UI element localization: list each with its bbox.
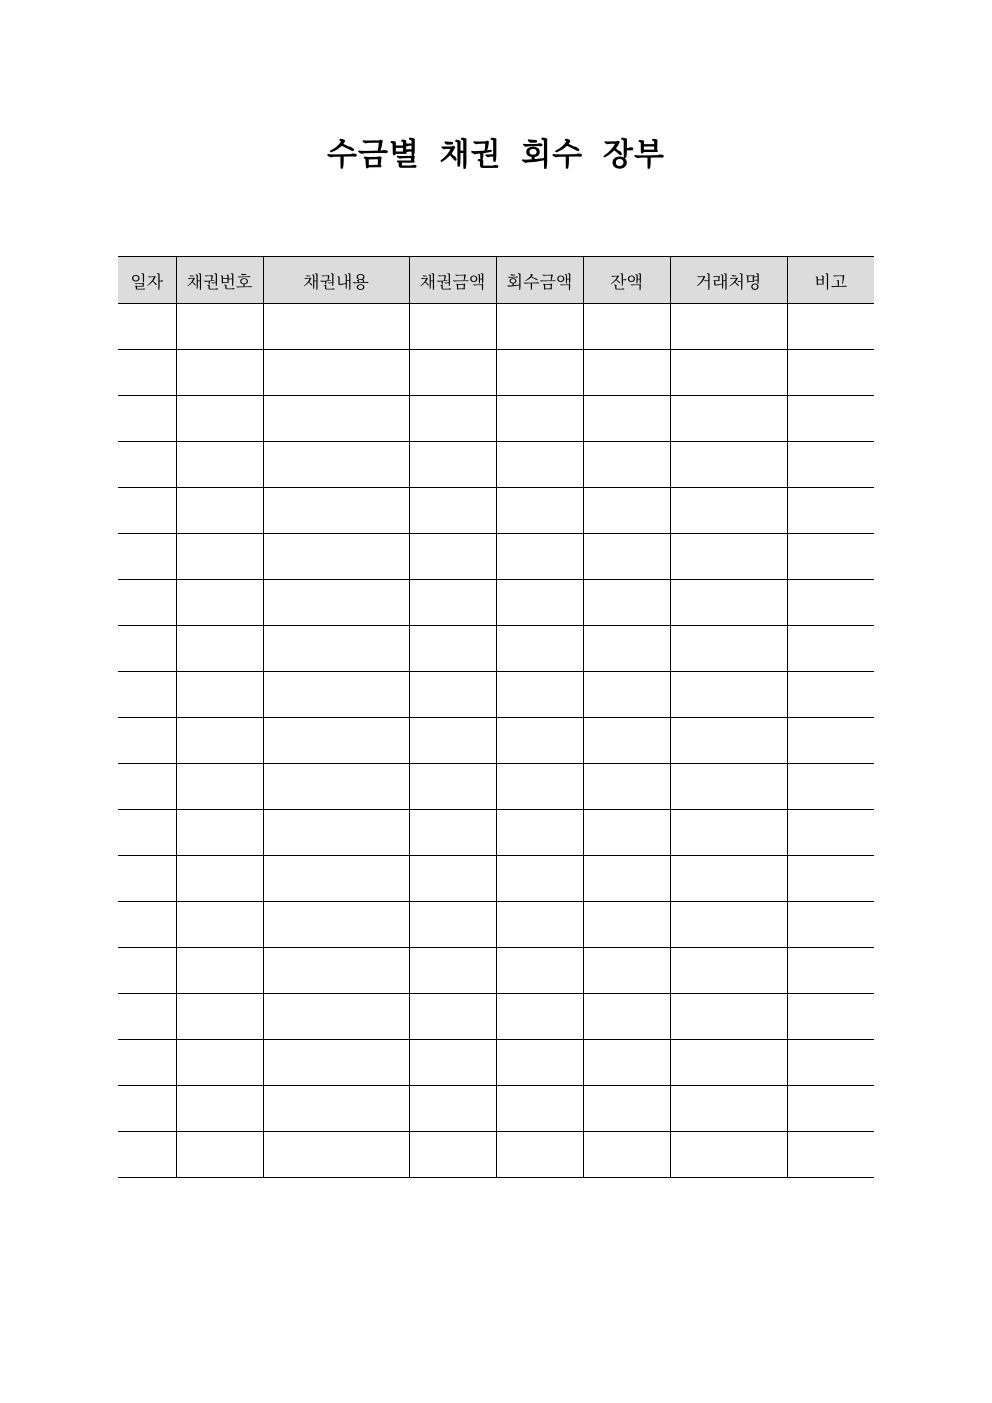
- cell-bond-amount: [409, 442, 496, 488]
- cell-remarks: [787, 626, 874, 672]
- cell-remarks: [787, 350, 874, 396]
- cell-client-name: [670, 442, 787, 488]
- cell-date: [118, 488, 176, 534]
- cell-remarks: [787, 1040, 874, 1086]
- table-row: [118, 718, 874, 764]
- header-remarks: 비고: [787, 257, 874, 304]
- cell-remarks: [787, 304, 874, 350]
- cell-balance: [583, 350, 670, 396]
- cell-bond-number: [176, 672, 263, 718]
- cell-date: [118, 442, 176, 488]
- cell-bond-number: [176, 442, 263, 488]
- cell-balance: [583, 534, 670, 580]
- cell-date: [118, 718, 176, 764]
- table-row: [118, 488, 874, 534]
- cell-bond-details: [263, 534, 409, 580]
- table-row: [118, 948, 874, 994]
- cell-bond-number: [176, 580, 263, 626]
- cell-balance: [583, 672, 670, 718]
- cell-client-name: [670, 856, 787, 902]
- cell-bond-number: [176, 488, 263, 534]
- cell-balance: [583, 304, 670, 350]
- cell-client-name: [670, 718, 787, 764]
- cell-balance: [583, 902, 670, 948]
- table-row: [118, 442, 874, 488]
- cell-bond-details: [263, 948, 409, 994]
- header-balance: 잔액: [583, 257, 670, 304]
- cell-bond-amount: [409, 396, 496, 442]
- cell-bond-amount: [409, 1040, 496, 1086]
- cell-client-name: [670, 626, 787, 672]
- cell-bond-details: [263, 810, 409, 856]
- cell-bond-number: [176, 948, 263, 994]
- cell-balance: [583, 442, 670, 488]
- cell-bond-number: [176, 764, 263, 810]
- cell-bond-number: [176, 810, 263, 856]
- cell-bond-number: [176, 856, 263, 902]
- collection-ledger-table: [118, 256, 874, 1178]
- cell-bond-amount: [409, 534, 496, 580]
- cell-remarks: [787, 718, 874, 764]
- cell-collected-amount: [496, 856, 583, 902]
- cell-client-name: [670, 810, 787, 856]
- cell-bond-number: [176, 1132, 263, 1178]
- cell-remarks: [787, 396, 874, 442]
- cell-bond-amount: [409, 994, 496, 1040]
- cell-remarks: [787, 1086, 874, 1132]
- cell-collected-amount: [496, 350, 583, 396]
- cell-bond-details: [263, 718, 409, 764]
- cell-bond-amount: [409, 810, 496, 856]
- table-header-row: [118, 257, 874, 304]
- cell-collected-amount: [496, 764, 583, 810]
- cell-date: [118, 1086, 176, 1132]
- cell-bond-details: [263, 580, 409, 626]
- cell-bond-number: [176, 304, 263, 350]
- cell-client-name: [670, 304, 787, 350]
- cell-bond-amount: [409, 1132, 496, 1178]
- table-row: [118, 626, 874, 672]
- cell-balance: [583, 626, 670, 672]
- cell-bond-details: [263, 626, 409, 672]
- cell-remarks: [787, 764, 874, 810]
- cell-bond-amount: [409, 672, 496, 718]
- header-bond-amount: 채권금액: [409, 257, 496, 304]
- cell-client-name: [670, 994, 787, 1040]
- cell-collected-amount: [496, 1086, 583, 1132]
- cell-date: [118, 994, 176, 1040]
- cell-remarks: [787, 994, 874, 1040]
- cell-remarks: [787, 534, 874, 580]
- cell-bond-number: [176, 626, 263, 672]
- cell-bond-number: [176, 350, 263, 396]
- cell-client-name: [670, 1040, 787, 1086]
- table-row: [118, 396, 874, 442]
- cell-bond-details: [263, 764, 409, 810]
- cell-date: [118, 626, 176, 672]
- cell-date: [118, 1132, 176, 1178]
- cell-collected-amount: [496, 442, 583, 488]
- cell-balance: [583, 718, 670, 764]
- cell-date: [118, 856, 176, 902]
- table-row: [118, 350, 874, 396]
- table-row: [118, 1086, 874, 1132]
- cell-balance: [583, 580, 670, 626]
- cell-bond-amount: [409, 304, 496, 350]
- cell-collected-amount: [496, 810, 583, 856]
- cell-balance: [583, 396, 670, 442]
- cell-collected-amount: [496, 902, 583, 948]
- cell-bond-amount: [409, 350, 496, 396]
- cell-bond-details: [263, 396, 409, 442]
- header-date: 일자: [118, 257, 176, 304]
- cell-remarks: [787, 672, 874, 718]
- table-row: [118, 534, 874, 580]
- header-bond-number: 채권번호: [176, 257, 263, 304]
- cell-balance: [583, 1132, 670, 1178]
- cell-balance: [583, 948, 670, 994]
- cell-bond-amount: [409, 488, 496, 534]
- cell-date: [118, 672, 176, 718]
- cell-collected-amount: [496, 1040, 583, 1086]
- cell-bond-number: [176, 718, 263, 764]
- cell-bond-amount: [409, 626, 496, 672]
- cell-date: [118, 810, 176, 856]
- table-row: [118, 764, 874, 810]
- cell-bond-number: [176, 902, 263, 948]
- cell-collected-amount: [496, 1132, 583, 1178]
- cell-balance: [583, 1040, 670, 1086]
- table-row: [118, 580, 874, 626]
- cell-date: [118, 948, 176, 994]
- cell-client-name: [670, 534, 787, 580]
- cell-collected-amount: [496, 626, 583, 672]
- cell-bond-amount: [409, 948, 496, 994]
- cell-balance: [583, 810, 670, 856]
- cell-bond-number: [176, 1040, 263, 1086]
- cell-bond-amount: [409, 580, 496, 626]
- table-row: [118, 1040, 874, 1086]
- cell-bond-details: [263, 1132, 409, 1178]
- cell-remarks: [787, 442, 874, 488]
- table-row: [118, 810, 874, 856]
- cell-client-name: [670, 1086, 787, 1132]
- cell-client-name: [670, 948, 787, 994]
- cell-bond-number: [176, 396, 263, 442]
- header-client-name: 거래처명: [670, 257, 787, 304]
- cell-collected-amount: [496, 488, 583, 534]
- cell-client-name: [670, 580, 787, 626]
- table-row: [118, 902, 874, 948]
- table-row: [118, 672, 874, 718]
- header-collected-amount: 회수금액: [496, 257, 583, 304]
- cell-balance: [583, 856, 670, 902]
- cell-bond-number: [176, 994, 263, 1040]
- cell-date: [118, 534, 176, 580]
- cell-client-name: [670, 764, 787, 810]
- cell-bond-amount: [409, 1086, 496, 1132]
- cell-remarks: [787, 1132, 874, 1178]
- cell-bond-details: [263, 350, 409, 396]
- cell-client-name: [670, 350, 787, 396]
- cell-collected-amount: [496, 718, 583, 764]
- cell-bond-details: [263, 1086, 409, 1132]
- cell-bond-number: [176, 1086, 263, 1132]
- table-body: [118, 304, 874, 1178]
- cell-bond-amount: [409, 764, 496, 810]
- cell-remarks: [787, 810, 874, 856]
- cell-date: [118, 1040, 176, 1086]
- header-bond-details: 채권내용: [263, 257, 409, 304]
- cell-remarks: [787, 856, 874, 902]
- cell-bond-details: [263, 856, 409, 902]
- table-row: [118, 1132, 874, 1178]
- cell-collected-amount: [496, 948, 583, 994]
- cell-date: [118, 396, 176, 442]
- cell-remarks: [787, 488, 874, 534]
- cell-balance: [583, 764, 670, 810]
- table-row: [118, 304, 874, 350]
- cell-balance: [583, 994, 670, 1040]
- cell-collected-amount: [496, 580, 583, 626]
- cell-bond-amount: [409, 718, 496, 764]
- cell-bond-details: [263, 672, 409, 718]
- cell-client-name: [670, 396, 787, 442]
- cell-client-name: [670, 902, 787, 948]
- cell-remarks: [787, 902, 874, 948]
- cell-client-name: [670, 1132, 787, 1178]
- cell-collected-amount: [496, 396, 583, 442]
- cell-bond-details: [263, 304, 409, 350]
- cell-date: [118, 304, 176, 350]
- cell-collected-amount: [496, 994, 583, 1040]
- cell-bond-amount: [409, 856, 496, 902]
- cell-balance: [583, 1086, 670, 1132]
- cell-bond-details: [263, 488, 409, 534]
- cell-date: [118, 764, 176, 810]
- cell-bond-details: [263, 1040, 409, 1086]
- table-row: [118, 994, 874, 1040]
- cell-remarks: [787, 580, 874, 626]
- cell-balance: [583, 488, 670, 534]
- cell-collected-amount: [496, 534, 583, 580]
- cell-date: [118, 580, 176, 626]
- cell-remarks: [787, 948, 874, 994]
- cell-bond-number: [176, 534, 263, 580]
- table-row: [118, 856, 874, 902]
- cell-bond-details: [263, 902, 409, 948]
- cell-bond-details: [263, 994, 409, 1040]
- cell-bond-amount: [409, 902, 496, 948]
- document-title: 수금별 채권 회수 장부: [327, 137, 665, 173]
- cell-date: [118, 350, 176, 396]
- cell-collected-amount: [496, 304, 583, 350]
- cell-collected-amount: [496, 672, 583, 718]
- cell-client-name: [670, 488, 787, 534]
- cell-client-name: [670, 672, 787, 718]
- cell-bond-details: [263, 442, 409, 488]
- cell-date: [118, 902, 176, 948]
